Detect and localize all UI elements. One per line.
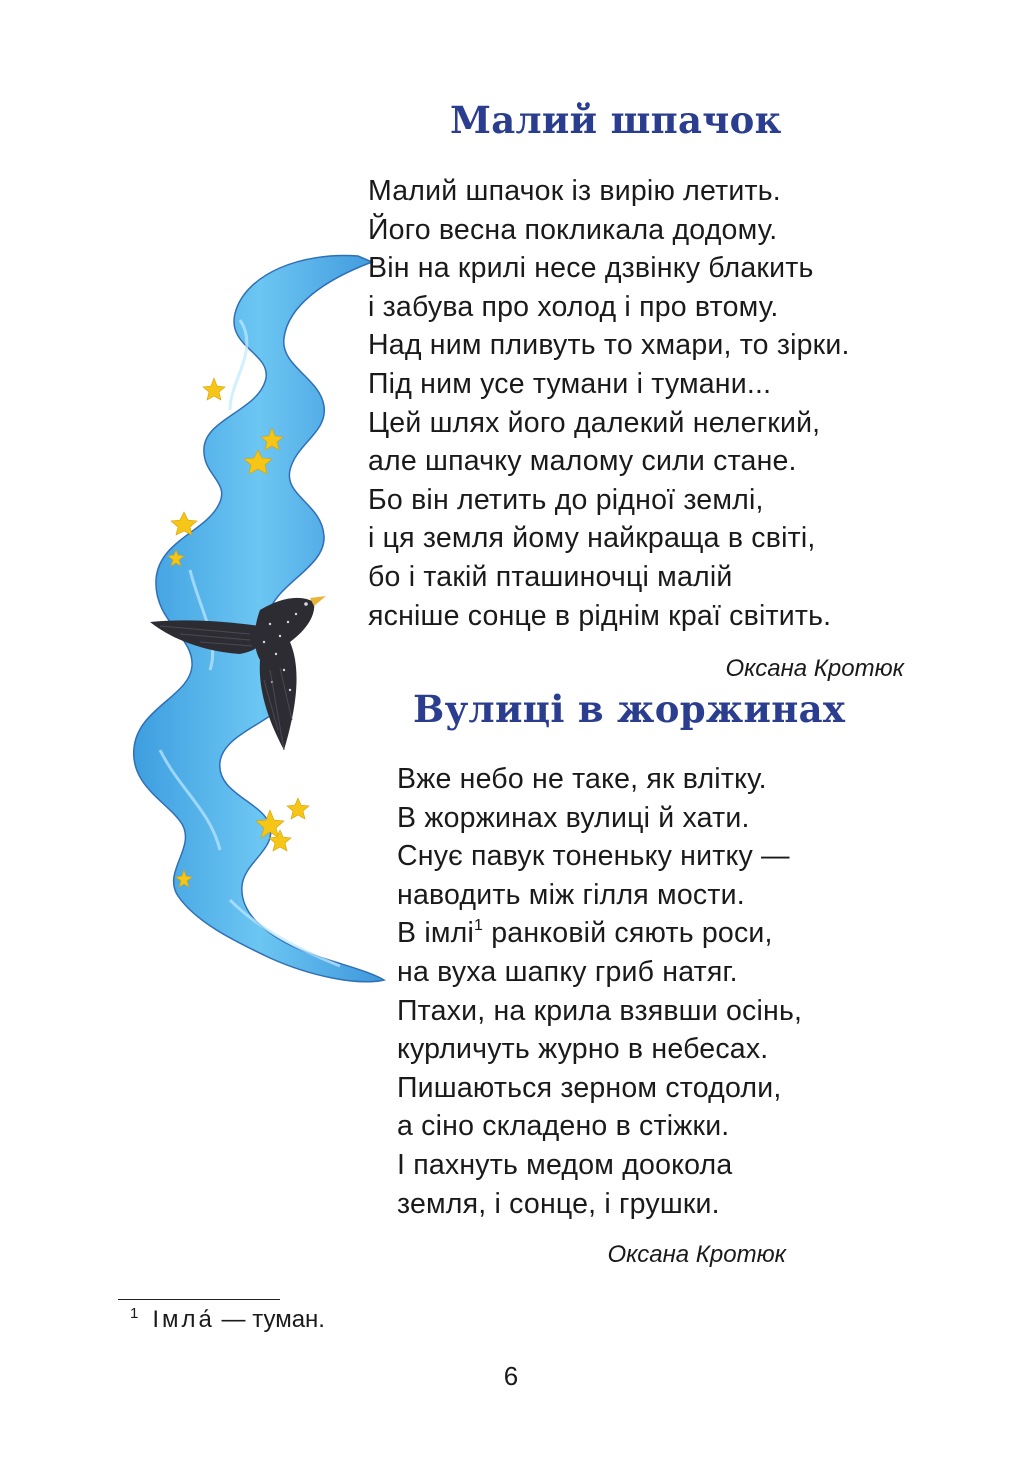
- poem-line: Птахи, на крила взявши осінь,: [397, 994, 803, 1027]
- poem-line: земля, і сонце, і грушки.: [397, 1187, 720, 1220]
- poem-line: Снує павук тоненьку нитку —: [397, 840, 790, 873]
- poem-line-text: ранковій сяють роси,: [483, 917, 773, 950]
- footnote: [130, 1305, 325, 1334]
- poem-line: І пахнуть медом доокола: [397, 1148, 733, 1181]
- page-number: 6: [503, 1361, 519, 1391]
- poem-line: В жоржинах вулиці й хати.: [397, 801, 750, 834]
- poem-line: а сіно складено в стіжки.: [397, 1110, 730, 1143]
- poem-line: Під ним усе тумани і тумани...: [368, 367, 772, 400]
- poem-line: і забува про холод і про втому.: [368, 290, 779, 323]
- poem-line: курличуть журно в небесах.: [397, 1033, 769, 1066]
- poem-line: Цей шлях його далекий нелегкий,: [368, 406, 821, 439]
- star-icon: [203, 378, 225, 400]
- poem-line: Він на крилі несе дзвінку блакить: [368, 252, 814, 285]
- poem-line: Пишаються зерном стодоли,: [397, 1071, 782, 1104]
- poem-line-text: В імлі: [397, 917, 475, 950]
- poem-title-1: Малий шпачок: [450, 98, 782, 142]
- starling-illustration: [120, 250, 390, 1010]
- footnote-mark: 1: [130, 1305, 139, 1322]
- poem-line: Вже небо не таке, як влітку.: [397, 763, 767, 795]
- poem-line: і ця земля йому найкраща в світі,: [368, 522, 816, 555]
- poem-line: але шпачку малому сили стане.: [368, 445, 797, 478]
- star-icon: [287, 798, 309, 819]
- poem-line: наводить між гілля мости.: [397, 878, 745, 911]
- poem-line: Малий шпачок із вирію летить.: [368, 175, 781, 207]
- footnote-definition: — туман.: [214, 1306, 325, 1333]
- poem-line: ясніше сонце в ріднім краї світить.: [368, 599, 832, 632]
- poem-2-lines: [397, 760, 802, 1223]
- footnote-divider: [118, 1299, 280, 1300]
- poem-line: на вуха шапку гриб натяг.: [397, 955, 738, 988]
- poem-line: [397, 914, 802, 953]
- poem-line: Бо він летить до рідної землі,: [368, 483, 764, 516]
- poem-author-2: Оксана Кротюк: [607, 1241, 786, 1268]
- footnote-reference: 1: [474, 917, 484, 935]
- poem-1-lines: [368, 172, 850, 635]
- poem-line: Над ним пливуть то хмари, то зірки.: [368, 329, 850, 362]
- poem-author-1: Оксана Кротюк: [725, 655, 904, 682]
- poem-line: бо і такій пташиночці малій: [368, 560, 733, 593]
- poem-title-2: Вулиці в жоржинах: [413, 687, 846, 731]
- poem-line: Його весна покликала додому.: [368, 213, 778, 246]
- footnote-term: Імла́: [152, 1306, 215, 1333]
